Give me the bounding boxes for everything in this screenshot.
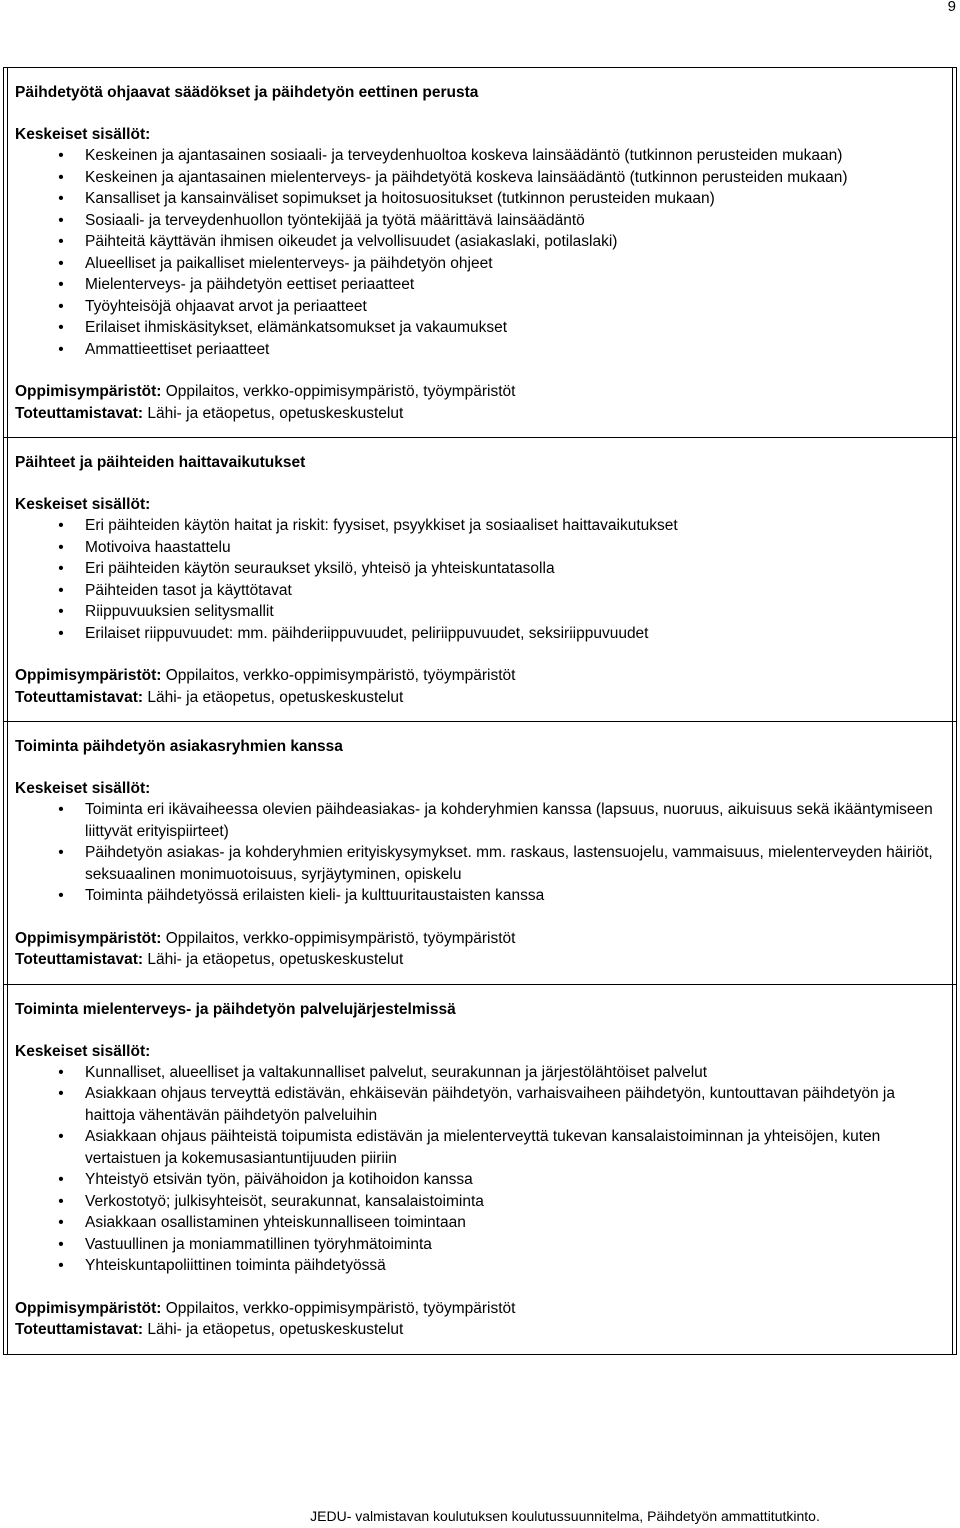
section-title: Toiminta päihdetyön asiakasryhmien kanssa	[15, 738, 343, 755]
keskeiset-label: Keskeiset sisällöt:	[15, 496, 151, 513]
list-item: • Päihteiden tasot ja käyttötavat	[15, 580, 957, 602]
bullet-icon: •	[58, 254, 64, 272]
content-table	[3, 67, 957, 1355]
list-item: • Sosiaali- ja terveydenhuollon työntekijää ja työtä määrittävä lainsäädäntö	[15, 210, 957, 232]
list-item: • Toiminta päihdetyössä erilaisten kieli- ja kulttuuritaustaisten kanssa	[15, 885, 957, 907]
bullet-icon: •	[58, 1257, 64, 1274]
bullet-icon: •	[58, 801, 64, 818]
section-saadokset	[3, 68, 957, 437]
toteuttamistavat: Toteuttamistavat: Lähi- ja etäopetus, opetuskeskustelut	[15, 951, 404, 968]
list-item: • Asiakkaan ohjaus terveyttä edistävän, ehkäisevän päihdetyön, varhaisvaiheen päihdetyön, kuntouttavan päihdetyön ja haittoja vähentävän päihdetyön palveluihin	[15, 1083, 957, 1126]
bullet-icon: •	[58, 1192, 64, 1210]
bullet-icon: •	[58, 1085, 64, 1102]
toteuttamistavat: Toteuttamistavat: Lähi- ja etäopetus, opetuskeskustelut	[15, 404, 404, 422]
toteuttamistavat: Toteuttamistavat: Lähi- ja etäopetus, opetuskeskustelut	[15, 1321, 404, 1338]
meta-block	[15, 665, 957, 708]
keskeiset-label: Keskeiset sisällöt:	[15, 126, 151, 143]
keskeiset-label: Keskeiset sisällöt:	[15, 1042, 151, 1060]
oppimisymparistot: Oppimisympäristöt: Oppilaitos, verkko-oppimisympäristö, työympäristöt	[15, 1299, 516, 1317]
list-item: • Asiakkaan ohjaus päihteistä toipumista edistävän ja mielenterveyttä tukevan kansalaistoiminnan ja yhteisöjen, kuten vertaistuen ja kokemusasiantuntijuuden piiriin	[15, 1126, 957, 1169]
list-item: • Kunnalliset, alueelliset ja valtakunnalliset palvelut, seurakunnan ja järjestölähtöiset palvelut	[15, 1062, 957, 1084]
list-item: • Eri päihteiden käytön seuraukset yksilö, yhteisö ja yhteiskuntatasolla	[15, 558, 957, 580]
section-palvelujarjestelmat	[3, 984, 957, 1354]
list-item: • Riippuvuuksien selitysmallit	[15, 601, 957, 623]
bullet-icon: •	[58, 624, 64, 642]
bullet-icon: •	[58, 603, 64, 620]
oppimisymparistot: Oppimisympäristöt: Oppilaitos, verkko-oppimisympäristö, työympäristöt	[15, 383, 516, 400]
list-item: • Verkostotyö; julkisyhteisöt, seurakunnat, kansalaistoiminta	[15, 1191, 957, 1213]
list-item: • Keskeinen ja ajantasainen sosiaali- ja terveydenhuoltoa koskeva lainsäädäntö (tutkinnon perusteiden mukaan)	[15, 145, 957, 167]
bullet-icon: •	[58, 190, 64, 207]
bullet-icon: •	[58, 211, 64, 229]
section-paihteet	[3, 437, 957, 721]
bullet-icon: •	[58, 517, 64, 534]
keskeiset-label: Keskeiset sisällöt:	[15, 780, 151, 797]
meta-block	[15, 1298, 957, 1341]
bullet-icon: •	[58, 844, 64, 861]
bullet-icon: •	[58, 887, 64, 904]
list-item: • Ammattieettiset periaatteet	[15, 339, 957, 361]
bullet-icon: •	[58, 276, 64, 293]
bullet-icon: •	[58, 233, 64, 250]
list-item: • Yhteistyö etsivän työn, päivähoidon ja kotihoidon kanssa	[15, 1169, 957, 1191]
toteuttamistavat: Toteuttamistavat: Lähi- ja etäopetus, opetuskeskustelut	[15, 688, 404, 706]
list-item: • Alueelliset ja paikalliset mielenterveys- ja päihdetyön ohjeet	[15, 253, 957, 275]
oppimisymparistot: Oppimisympäristöt: Oppilaitos, verkko-oppimisympäristö, työympäristöt	[15, 667, 516, 684]
section-title: Päihteet ja päihteiden haittavaikutukset	[15, 454, 306, 471]
meta-block	[15, 928, 957, 971]
list-item: • Erilaiset ihmiskäsitykset, elämänkatsomukset ja vakaumukset	[15, 317, 957, 339]
list-item: • Kansalliset ja kansainväliset sopimukset ja hoitosuositukset (tutkinnon perusteiden mukaan)	[15, 188, 957, 210]
list-item: • Vastuullinen ja moniammatillinen työryhmätoiminta	[15, 1234, 957, 1256]
content-list	[15, 515, 957, 644]
page-footer: JEDU- valmistavan koulutuksen koulutussuunnitelma, Päihdetyön ammattitutkinto.	[310, 1508, 820, 1524]
bullet-icon: •	[58, 340, 64, 358]
content-list	[15, 1062, 957, 1277]
bullet-icon: •	[58, 581, 64, 599]
section-asiakasryhmat	[3, 721, 957, 984]
page-number: 9	[947, 0, 956, 15]
meta-block	[15, 381, 957, 424]
bullet-icon: •	[58, 1214, 64, 1231]
bullet-icon: •	[58, 1128, 64, 1145]
content-list	[15, 799, 957, 907]
list-item: • Motivoiva haastattelu	[15, 537, 957, 559]
bullet-icon: •	[58, 147, 64, 164]
bullet-icon: •	[58, 319, 64, 336]
bullet-icon: •	[58, 1235, 64, 1253]
bullet-icon: •	[58, 297, 64, 315]
list-item: • Erilaiset riippuvuudet: mm. päihderiippuvuudet, peliriippuvuudet, seksiriippuvuudet	[15, 623, 957, 645]
list-item: • Yhteiskuntapoliittinen toiminta päihdetyössä	[15, 1255, 957, 1277]
bullet-icon: •	[58, 560, 64, 577]
oppimisymparistot: Oppimisympäristöt: Oppilaitos, verkko-oppimisympäristö, työympäristöt	[15, 929, 516, 947]
list-item: • Toiminta eri ikävaiheessa olevien päihdeasiakas- ja kohderyhmien kanssa (lapsuus, nuoruus, aikuisuus sekä ikääntymiseen liittyvät erityispiirteet)	[15, 799, 957, 842]
list-item: • Eri päihteiden käytön haitat ja riskit: fyysiset, psyykkiset ja sosiaaliset haittavaikutukset	[15, 515, 957, 537]
list-item: • Keskeinen ja ajantasainen mielenterveys- ja päihdetyötä koskeva lainsäädäntö (tutkinnon perusteiden mukaan)	[15, 167, 957, 189]
list-item: • Päihdetyön asiakas- ja kohderyhmien erityiskysymykset. mm. raskaus, lastensuojelu, vammaisuus, mielenterveyden häiriöt, seksuaalinen monimuotoisuus, syrjäytyminen, opiskelu	[15, 842, 957, 885]
list-item: • Päihteitä käyttävän ihmisen oikeudet ja velvollisuudet (asiakaslaki, potilaslaki)	[15, 231, 957, 253]
section-title: Toiminta mielenterveys- ja päihdetyön palvelujärjestelmissä	[15, 1000, 456, 1018]
section-title: Päihdetyötä ohjaavat säädökset ja päihdetyön eettinen perusta	[15, 84, 479, 101]
bullet-icon: •	[58, 1171, 64, 1188]
bullet-icon: •	[58, 168, 64, 186]
list-item: • Työyhteisöjä ohjaavat arvot ja periaatteet	[15, 296, 957, 318]
bullet-icon: •	[58, 1063, 64, 1081]
list-item: • Mielenterveys- ja päihdetyön eettiset periaatteet	[15, 274, 957, 296]
bullet-icon: •	[58, 538, 64, 556]
list-item: • Asiakkaan osallistaminen yhteiskunnalliseen toimintaan	[15, 1212, 957, 1234]
content-list	[15, 145, 957, 360]
